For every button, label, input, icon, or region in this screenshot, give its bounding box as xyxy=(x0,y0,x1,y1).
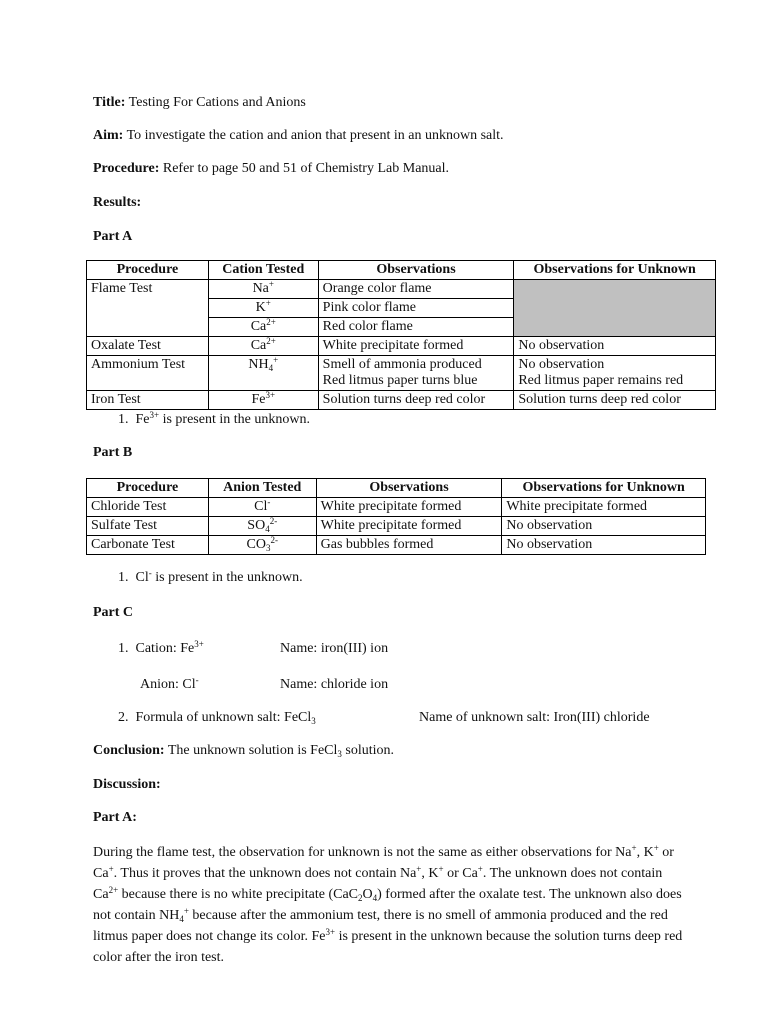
salt-name: Name of unknown salt: Iron(III) chloride xyxy=(419,710,650,725)
anion-line: Anion: Cl- xyxy=(140,675,199,692)
part-a-heading: Part A xyxy=(93,229,133,244)
table-header-row: Procedure Anion Tested Observations Observations for Unknown xyxy=(87,479,706,498)
table-row: Carbonate Test $CO_3^{2-}$ Gas bubbles formed No observation xyxy=(87,536,706,555)
part-b-note: 1. Cl- is present in the unknown. xyxy=(118,568,303,585)
part-b-table xyxy=(86,478,706,555)
procedure-line: Procedure: Refer to page 50 and 51 of Chemistry Lab Manual. xyxy=(93,161,450,176)
cation-name: Name: iron(III) ion xyxy=(280,641,389,656)
table-row: Sulfate Test $SO_4^{2-}$ White precipitate formed No observation xyxy=(87,517,706,536)
table-row: Ammonium Test $NH_4^+$ Smell of ammonia produced Red litmus paper turns blue No observation Red litmus paper remains red xyxy=(87,356,716,391)
formula-line: 2. Formula of unknown salt: FeCl$_3$ xyxy=(118,710,316,726)
document-title: Testing For Cations and Anions xyxy=(128,95,306,110)
shaded-cell xyxy=(514,280,716,299)
cation-line: 1. Cation: $Fe^{3+}$ xyxy=(118,639,204,656)
results-heading: Results: xyxy=(93,195,142,210)
table-row: Flame Test Na+ Orange color flame xyxy=(87,280,716,299)
table-row: Chloride Test Cl- White precipitate formed White precipitate formed xyxy=(87,498,706,517)
anion-name: Name: chloride ion xyxy=(280,677,389,692)
title-line: Title: Testing For Cations and Anions xyxy=(93,95,306,110)
conclusion-line: Conclusion: The unknown solution is FeCl$_3$ solution. xyxy=(93,743,395,759)
table-header-row: Procedure Cation Tested Observations Observations for Unknown xyxy=(87,261,716,280)
part-c-heading: Part C xyxy=(93,605,134,620)
table-row: $Ca^{2+}$ Red color flame xyxy=(87,318,716,337)
table-row: Oxalate Test $Ca^{2+}$ White precipitate formed No observation xyxy=(87,337,716,356)
discussion-paragraph: During the flame test, the observation for unknown is not the same as either observations for Na+, K+ or Ca+. Thus it proves that the unknown does not contain Na+, K+ or Ca+. The unknown does not contain $Ca^{2+}$ because there is no white precipitate $(CaC_2O_4)$ formed after the oxalate test. The unknown also does not contain $NH_4^+$ because after the ammonium test, there is no smell of ammonia produced and the red litmus paper does not change its color. $Fe^{3+}$ is present in the unknown because the solution turns deep red color after the iron test. xyxy=(93,843,683,965)
table-row: Iron Test $Fe^{3+}$ Solution turns deep red color Solution turns deep red color xyxy=(87,391,716,410)
part-b-heading: Part B xyxy=(93,445,133,460)
aim-line: Aim: To investigate the cation and anion that present in an unknown salt. xyxy=(93,128,504,143)
part-a-discussion-heading: Part A: xyxy=(93,810,137,825)
part-a-table xyxy=(86,260,716,410)
discussion-heading: Discussion: xyxy=(93,777,161,792)
table-row: K+ Pink color flame xyxy=(87,299,716,318)
part-a-note: 1. $Fe^{3+}$ is present in the unknown. xyxy=(118,410,310,427)
